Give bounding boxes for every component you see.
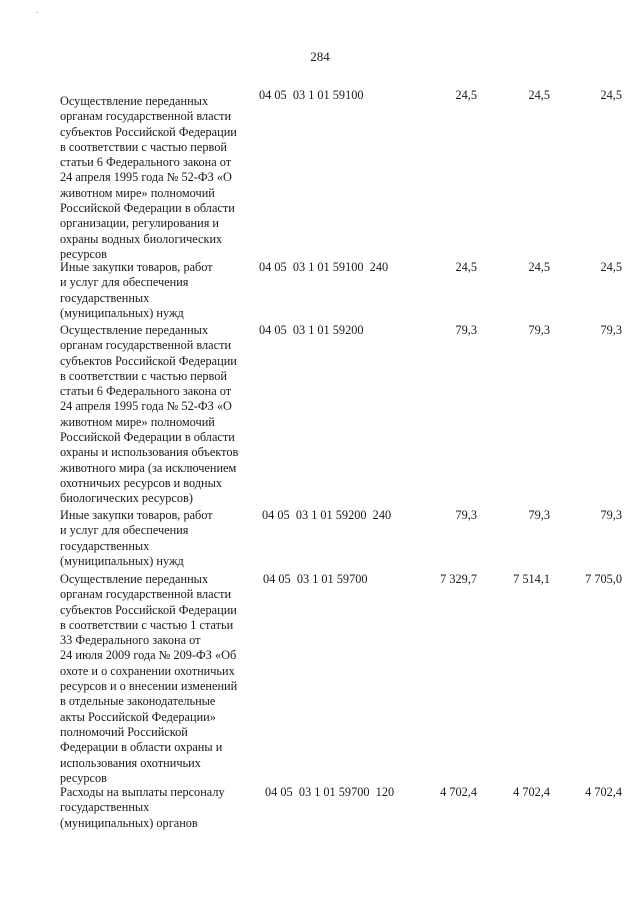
row-value-2: 24,5	[528, 260, 550, 274]
row-value-1: 4 702,4	[440, 785, 477, 799]
row-value-1: 24,5	[455, 88, 477, 102]
row-description: Иные закупки товаров, работ и услуг для обеспечения государственных (муниципальных) нужд	[60, 508, 213, 568]
row-value-3: 24,5	[600, 260, 622, 274]
row-value-2: 79,3	[528, 508, 550, 522]
row-value-3: 4 702,4	[585, 785, 622, 799]
row-value-2: 7 514,1	[513, 572, 550, 586]
row-value-2: 79,3	[528, 323, 550, 337]
row-value-1: 79,3	[455, 508, 477, 522]
row-description: Расходы на выплаты персоналу государственных (муниципальных) органов	[60, 785, 225, 830]
row-code: 04 05 03 1 01 59200 240	[262, 508, 392, 522]
row-value-3: 7 705,0	[585, 572, 622, 586]
page-number: 284	[310, 49, 330, 64]
row-value-1: 79,3	[455, 323, 477, 337]
row-value-3: 79,3	[600, 508, 622, 522]
row-code: 04 05 03 1 01 59700	[263, 572, 368, 586]
corner-mark: .	[36, 6, 38, 15]
row-value-1: 24,5	[455, 260, 477, 274]
row-code: 04 05 03 1 01 59200	[259, 323, 364, 337]
row-value-2: 4 702,4	[513, 785, 550, 799]
row-description: Осуществление переданных органам государственной власти субъектов Российской Федерации в соответствии с частью первой статьи 6 Федерального закона от 24 апреля 1995 года № 52-ФЗ «О животном мире» полномочий Российской Федерации в области организации, регулирования и охраны водных биологических ресурсов	[60, 94, 237, 261]
row-value-1: 7 329,7	[440, 572, 477, 586]
row-description: Осуществление переданных органам государственной власти субъектов Российской Федерации в соответствии с частью первой статьи 6 Федерального закона от 24 апреля 1995 года № 52-ФЗ «О животном мире» полномочий Российской Федерации в области охраны и использования объектов животного мира (за исключением охотничьих ресурсов и водных биологических ресурсов)	[60, 323, 239, 506]
row-code: 04 05 03 1 01 59100	[259, 88, 364, 102]
row-code: 04 05 03 1 01 59100 240	[259, 260, 389, 274]
row-value-3: 79,3	[600, 323, 622, 337]
row-value-3: 24,5	[600, 88, 622, 102]
row-description: Осуществление переданных органам государственной власти субъектов Российской Федерации в соответствии с частью 1 статьи 33 Федерального закона от 24 июля 2009 года № 209-ФЗ «Об охоте и о сохранении охотничьих ресурсов и о внесении изменений в отдельные законодательные акты Российской Федерации» полномочий Российской Федерации в области охраны и использования охотничьих ресурсов	[60, 572, 238, 785]
row-code: 04 05 03 1 01 59700 120	[265, 785, 395, 799]
row-value-2: 24,5	[528, 88, 550, 102]
row-description: Иные закупки товаров, работ и услуг для обеспечения государственных (муниципальных) нужд	[60, 260, 213, 320]
